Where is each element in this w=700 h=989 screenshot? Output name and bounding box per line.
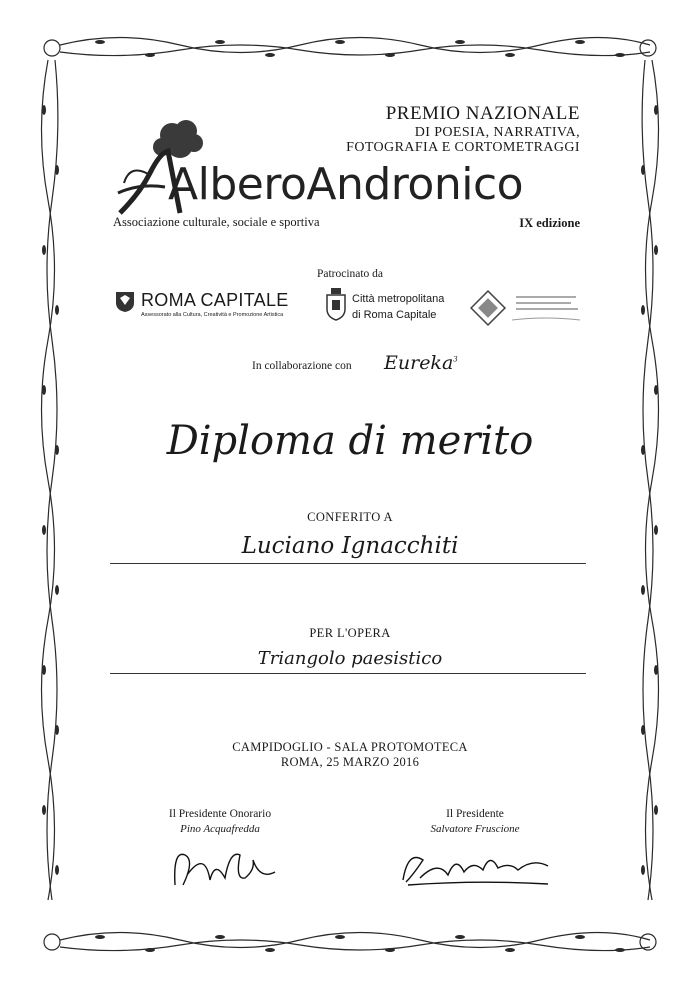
edition-label: IX edizione bbox=[519, 216, 580, 230]
citta-name-line2: di Roma Capitale bbox=[352, 309, 437, 321]
sponsor-emblem-icon bbox=[470, 288, 590, 330]
citta-metropolitana-logo bbox=[325, 285, 465, 331]
right-signatory-name: Salvatore Fruscione bbox=[430, 823, 520, 835]
collaboration-partner-superscript: 3 bbox=[453, 355, 458, 364]
venue-text: CAMPIDOGLIO - SALA PROTOMOTECA bbox=[232, 740, 468, 754]
association-tagline: Associazione culturale, sociale e sportiva bbox=[113, 215, 320, 229]
collaboration-partner-name: Eureka bbox=[384, 352, 454, 374]
left-signature-mark bbox=[165, 840, 285, 900]
roma-capitale-subtitle: Assessorato alla Cultura, Creatività e Promozione Artistica bbox=[141, 312, 284, 318]
opera-label: PER L'OPERA bbox=[309, 626, 391, 640]
citta-name-line1: Città metropolitana bbox=[352, 293, 445, 305]
roma-capitale-name: ROMA CAPITALE bbox=[141, 290, 289, 310]
right-signature-mark bbox=[398, 840, 558, 895]
recipient-name: Luciano Ignacchiti bbox=[241, 533, 459, 559]
citta-crest-icon bbox=[325, 287, 347, 321]
collaboration-label: In collaborazione con bbox=[252, 360, 352, 372]
prize-title-line3: FOTOGRAFIA E CORTOMETRAGGI bbox=[346, 140, 580, 156]
diploma-title: Diploma di merito bbox=[166, 418, 534, 464]
roma-capitale-logo bbox=[115, 288, 305, 328]
third-sponsor-logo bbox=[470, 288, 590, 330]
left-signatory-name: Pino Acquafredda bbox=[180, 823, 260, 835]
roma-shield-icon bbox=[115, 291, 135, 313]
brand-name: AlberoAndronico bbox=[168, 159, 524, 210]
prize-title-line2: DI POESIA, NARRATIVA, bbox=[414, 124, 580, 140]
recipient-underline bbox=[110, 563, 586, 564]
opera-underline bbox=[110, 673, 586, 674]
prize-title-line1: PREMIO NAZIONALE bbox=[385, 103, 580, 124]
collaboration-partner-logo bbox=[384, 352, 458, 374]
left-signatory-role: Il Presidente Onorario bbox=[168, 808, 272, 820]
conferito-label: CONFERITO A bbox=[307, 510, 393, 524]
date-text: ROMA, 25 MARZO 2016 bbox=[280, 755, 420, 769]
patronage-label: Patrocinato da bbox=[316, 268, 384, 280]
opera-title: Triangolo paesistico bbox=[257, 648, 443, 669]
right-signatory-role: Il Presidente bbox=[446, 808, 504, 820]
